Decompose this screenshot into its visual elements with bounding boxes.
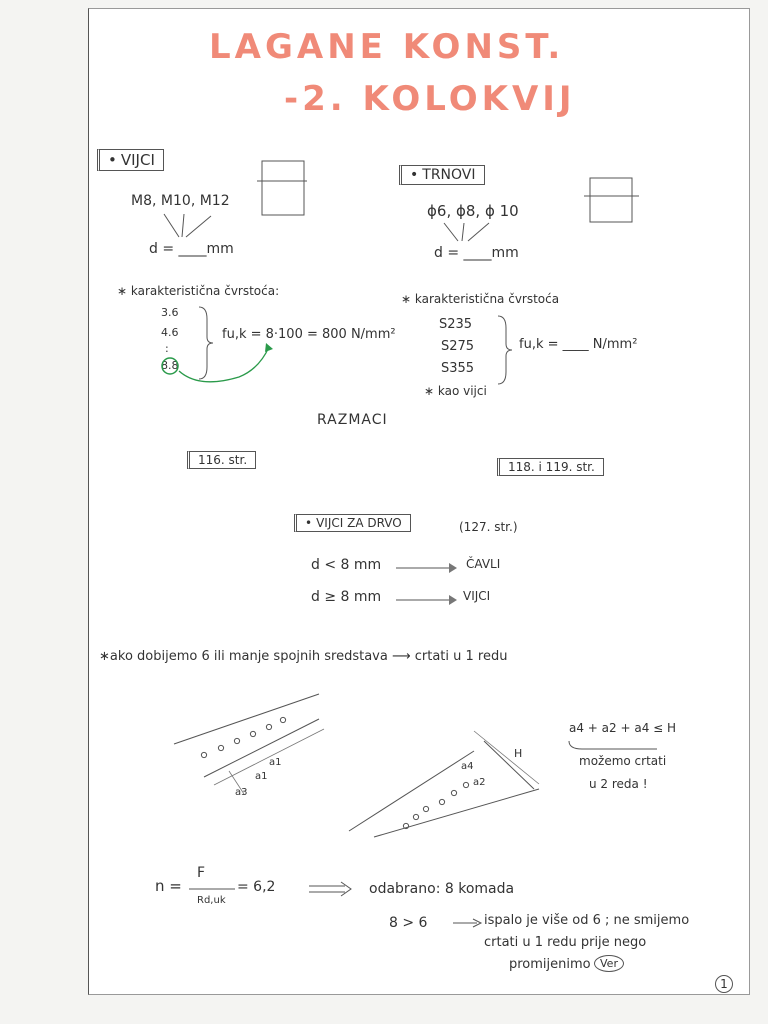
side-note-text2: u 2 reda ! bbox=[589, 777, 648, 791]
drvo-rule2-left: d ≥ 8 mm bbox=[311, 589, 382, 605]
side-note-text1: možemo crtati bbox=[579, 754, 667, 768]
calc-implies-arrow bbox=[307, 881, 357, 897]
calc-explain-arrow bbox=[451, 917, 485, 929]
trnovi-char-text: karakteristična čvrstoća bbox=[414, 292, 560, 306]
calc-explain2: crtati u 1 redu prije nego bbox=[484, 935, 647, 950]
drvo-rule1-arrow bbox=[394, 561, 459, 575]
calc-explain1: ispalo je više od 6 ; ne smijemo bbox=[484, 913, 690, 928]
double-row-sketch bbox=[344, 729, 544, 839]
calc-explain3: promijenimo bbox=[509, 957, 591, 972]
drvo-rule2-arrow bbox=[394, 593, 459, 607]
vijci-fuk-formula: fu,k = 8·100 = 800 N/mm² bbox=[222, 327, 396, 342]
page-title-line1: LAGANE KONST. bbox=[209, 27, 565, 67]
vijci-sizes: M8, M10, M12 bbox=[131, 193, 230, 209]
side-note-formula: a4 + a2 + a4 ≤ H bbox=[569, 721, 677, 735]
label-a1: a1 bbox=[269, 757, 282, 768]
razmaci-ref-left: 116. str. bbox=[187, 451, 256, 469]
calc-result: = 6,2 bbox=[237, 879, 276, 895]
vijci-class-4: 8.8 bbox=[161, 359, 179, 372]
vijci-char-text: karakteristična čvrstoća: bbox=[130, 284, 280, 298]
trnovi-steel-2: S275 bbox=[441, 339, 475, 354]
drvo-heading: • VIJCI ZA DRVO bbox=[294, 514, 411, 532]
trnovi-sketch bbox=[584, 174, 644, 226]
trnovi-steel-3: S355 bbox=[441, 361, 475, 376]
vijci-size-2: M10 bbox=[160, 193, 191, 209]
rows-note: ∗ako dobijemo 6 ili manje spojnih sredstava ⟶ crtati u 1 redu bbox=[99, 649, 508, 664]
label-a4: a4 bbox=[461, 761, 474, 772]
page-number: 1 bbox=[715, 975, 733, 993]
calc-explain3-circle: Ver bbox=[594, 955, 624, 972]
trnovi-d-label: d = ____mm bbox=[434, 245, 519, 261]
rows-note-text: ako dobijemo 6 ili manje spojnih sredstava ⟶ crtati u 1 redu bbox=[109, 649, 508, 664]
razmaci-heading: RAZMACI bbox=[317, 412, 388, 428]
vijci-class-1: 3.6 bbox=[161, 306, 179, 319]
notebook-page bbox=[88, 8, 750, 995]
trnovi-note: ∗ kao vijci bbox=[424, 384, 487, 398]
calc-compare: 8 > 6 bbox=[389, 915, 428, 931]
calc-chosen: odabrano: 8 komada bbox=[369, 881, 515, 897]
drvo-ref: (127. str.) bbox=[459, 520, 518, 534]
vijci-heading: • VIJCI bbox=[97, 149, 164, 171]
single-row-sketch bbox=[169, 689, 329, 799]
label-a1b: a1 bbox=[255, 771, 268, 782]
vijci-arrows bbox=[149, 212, 219, 242]
drvo-rule1-right: ČAVLI bbox=[466, 557, 501, 571]
vijci-class-bracket bbox=[159, 299, 359, 389]
vijci-class-3: : bbox=[165, 342, 169, 355]
vijci-size-1: M8 bbox=[131, 193, 152, 209]
label-h: H bbox=[514, 747, 523, 760]
razmaci-ref-right: 118. i 119. str. bbox=[497, 458, 604, 476]
vijci-size-3: M12 bbox=[199, 193, 230, 209]
vijci-class-2: 4.6 bbox=[161, 326, 179, 339]
trnovi-steel-1: S235 bbox=[439, 317, 473, 332]
calc-n-label: n = bbox=[155, 877, 182, 895]
trnovi-fuk-formula: fu,k = ____ N/mm² bbox=[519, 337, 638, 352]
vijci-char-label: ∗ karakteristična čvrstoća: bbox=[117, 284, 280, 298]
calc-fraction-line bbox=[189, 887, 237, 891]
page-title-line2: -2. KOLOKVIJ bbox=[284, 79, 576, 119]
trnovi-heading: • TRNOVI bbox=[399, 165, 485, 185]
trnovi-arrows bbox=[434, 221, 504, 245]
vijci-d-label: d = ____mm bbox=[149, 241, 234, 257]
vijci-sketch bbox=[257, 157, 307, 219]
trnovi-sizes: ϕ6, ϕ8, ϕ 10 bbox=[427, 202, 519, 220]
drvo-rule1-left: d < 8 mm bbox=[311, 557, 382, 573]
label-a3: a3 bbox=[235, 787, 248, 798]
trnovi-note-text: kao vijci bbox=[437, 384, 487, 398]
label-a2: a2 bbox=[473, 777, 486, 788]
trnovi-char-label: ∗ karakteristična čvrstoća bbox=[401, 292, 560, 306]
side-note-bracket bbox=[567, 739, 677, 753]
calc-denominator: Rd,uk bbox=[197, 895, 226, 906]
drvo-rule2-right: VIJCI bbox=[463, 589, 491, 603]
calc-numerator: F bbox=[197, 865, 206, 881]
